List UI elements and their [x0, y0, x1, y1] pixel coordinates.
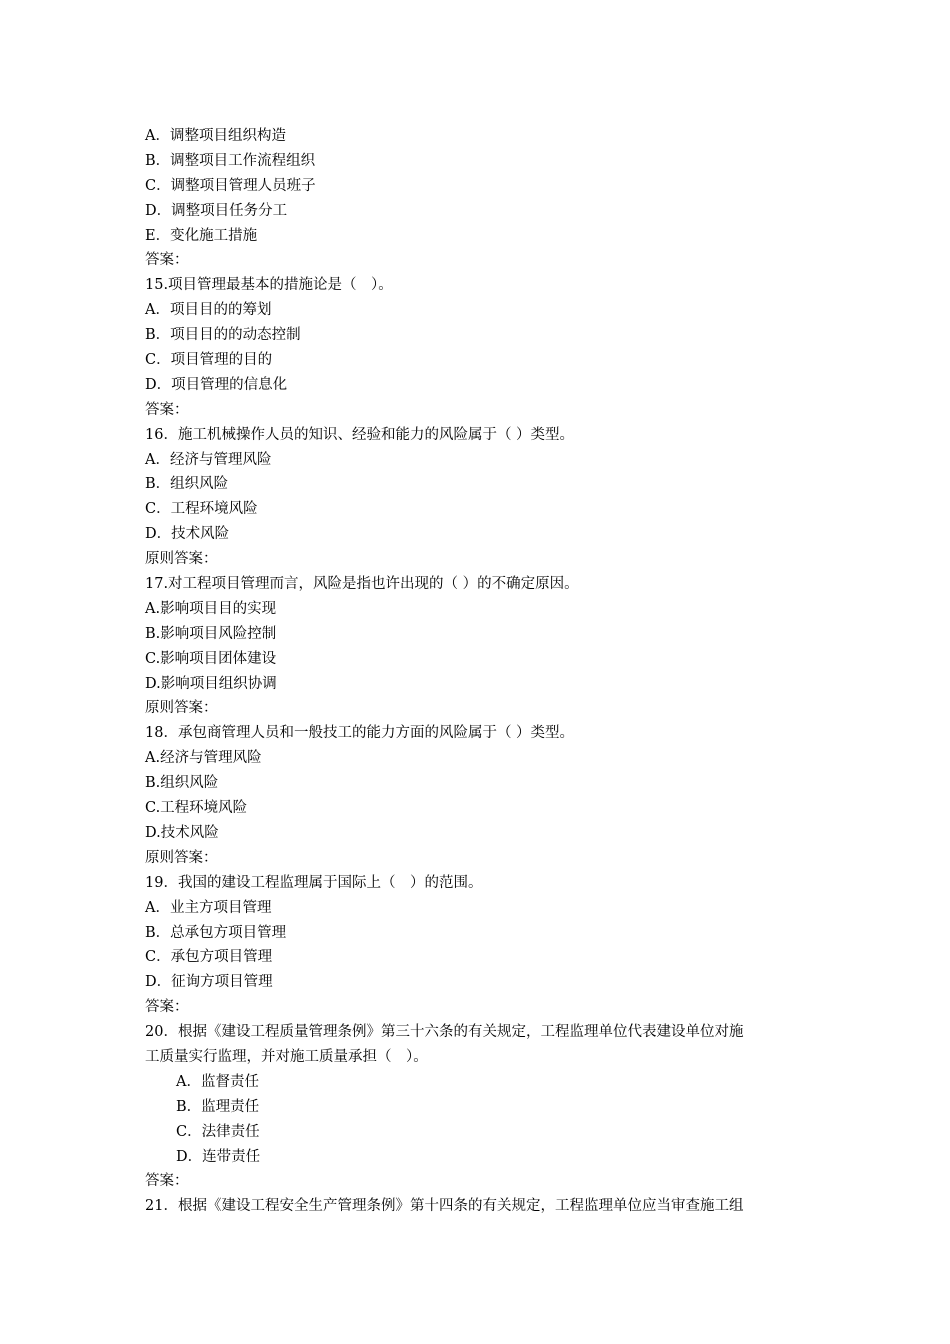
text-line: B.影响项目风险控制 — [145, 625, 277, 642]
text-line: D.影响项目组织协调 — [145, 675, 277, 692]
text-line: 16．施工机械操作人员的知识、经验和能力的风险属于（ ）类型。 — [145, 426, 575, 443]
text-line: C.工程环境风险 — [145, 800, 248, 817]
text-line: 17.对工程项目管理而言，风险是指也许出现的（ ）的不确定原因。 — [145, 576, 579, 593]
text-line: C．工程环境风险 — [145, 501, 258, 518]
text-line: A.经济与管理风险 — [145, 750, 262, 767]
text-line: D．连带责任 — [176, 1148, 261, 1165]
text-line: 原则答案： — [145, 551, 218, 568]
text-line: 工质量实行监理，并对施工质量承担（ ）。 — [145, 1048, 428, 1065]
text-line: D．技术风险 — [145, 526, 230, 543]
text-line: B．组织风险 — [145, 476, 229, 493]
text-line: B．监理责任 — [176, 1098, 260, 1115]
document-body — [145, 124, 825, 1219]
text-line: A．业主方项目管理 — [145, 899, 272, 916]
text-line: D．项目管理的信息化 — [145, 376, 288, 393]
text-line: B．总承包方项目管理 — [145, 924, 287, 941]
text-line: C.影响项目团体建设 — [145, 650, 277, 667]
text-line: B.组织风险 — [145, 775, 219, 792]
text-line: D.技术风险 — [145, 824, 219, 841]
text-line: C．法律责任 — [176, 1123, 260, 1140]
text-line: B．调整项目工作流程组织 — [145, 152, 316, 169]
text-line: D．征询方项目管理 — [145, 974, 273, 991]
text-line: 19．我国的建设工程监理属于国际上（ ）的范围。 — [145, 874, 483, 891]
text-line: 15.项目管理最基本的措施论是（ ）。 — [145, 277, 393, 294]
text-line: B．项目目的的动态控制 — [145, 327, 301, 344]
text-line: A．项目目的的筹划 — [145, 302, 272, 319]
text-line: 答案： — [145, 1173, 189, 1190]
text-line: 答案： — [145, 999, 189, 1016]
text-line: D．调整项目任务分工 — [145, 202, 288, 219]
text-line: A．经济与管理风险 — [145, 451, 272, 468]
text-line: C．承包方项目管理 — [145, 949, 273, 966]
text-line: A．监督责任 — [176, 1073, 259, 1090]
text-line: 原则答案： — [145, 849, 218, 866]
text-line: 答案： — [145, 401, 189, 418]
text-line: C．项目管理的目的 — [145, 352, 273, 369]
text-line: 原则答案： — [145, 700, 218, 717]
text-line: A．调整项目组织构造 — [145, 128, 286, 144]
text-line: 20．根据《建设工程质量管理条例》第三十六条的有关规定，工程监理单位代表建设单位对施 — [145, 1024, 744, 1041]
text-line: 21．根据《建设工程安全生产管理条例》第十四条的有关规定，工程监理单位应当审查施工组 — [145, 1198, 744, 1215]
text-line: 答案： — [145, 252, 189, 269]
text-line: A.影响项目目的实现 — [145, 600, 277, 617]
text-line: E．变化施工措施 — [145, 227, 258, 244]
text-line: C．调整项目管理人员班子 — [145, 177, 316, 194]
text-line: 18．承包商管理人员和一般技工的能力方面的风险属于（ ）类型。 — [145, 725, 575, 742]
